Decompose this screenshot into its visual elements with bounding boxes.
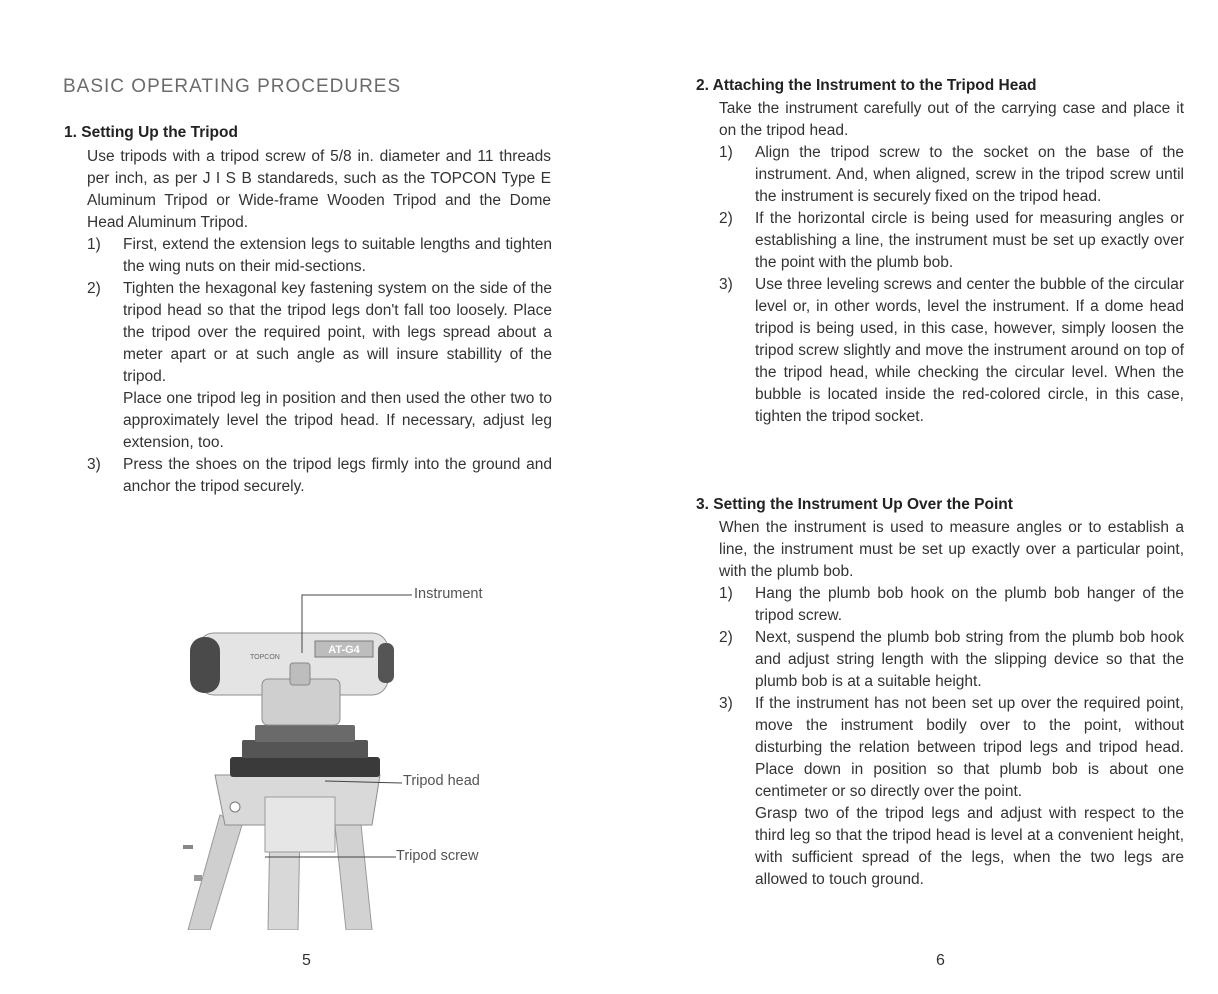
- brand-label: TOPCON: [250, 654, 280, 661]
- step-text: Hang the plumb bob hook on the plumb bob hanger of the tripod screw.: [755, 585, 1184, 624]
- step-number: 1): [87, 236, 101, 253]
- step-item: [87, 234, 552, 278]
- instrument-illustration: [150, 575, 550, 930]
- step-number: 1): [719, 585, 733, 602]
- page-number: 6: [936, 952, 945, 969]
- step-number: 3): [719, 276, 733, 293]
- objective-lens: [190, 637, 220, 693]
- step-item: [719, 627, 1184, 693]
- step-text: Grasp two of the tripod legs and adjust with respect to the third leg so that the tripod head is level at a convenient height, with sufficient spread of the legs, when the two legs are allowed to touch ground.: [755, 805, 1184, 888]
- leg-wing-nut: [194, 875, 202, 881]
- section-3-intro: When the instrument is used to measure angles or to establish a line, the instrument must be set up exactly over a particular point, with the plumb bob.: [719, 519, 1184, 580]
- step-item: [719, 583, 1184, 627]
- step-number: 3): [719, 695, 733, 712]
- label-instrument: Instrument: [414, 586, 483, 602]
- section-1-intro: Use tripods with a tripod screw of 5/8 in. diameter and 11 threads per inch, as per J I S B standareds, such as the TOPCON Type E Aluminum Tripod or Wide-frame Wooden Tripod and the Dome Head Aluminum Tripod.: [87, 148, 551, 231]
- step-item: [87, 278, 552, 454]
- step-item: [719, 142, 1184, 208]
- step-text: Align the tripod screw to the socket on the base of the instrument. And, when aligned, screw in the tripod screw until the instrument is securely fixed on the tripod head.: [755, 144, 1184, 205]
- step-number: 1): [719, 144, 733, 161]
- section-2-heading: 2. Attaching the Instrument to the Tripod Head: [696, 77, 1037, 94]
- step-text: Use three leveling screws and center the bubble of the circular level or, in other words, level the instrument. If a dome head tripod is being used, in this case, however, simply loosen the tripod screw slightly and move the instrument around on top of the tripod head, while checking the circular level. When the bubble is located inside the red-colored circle, in this case, tighten the tripod socket.: [755, 276, 1184, 425]
- right-page: [609, 0, 1218, 994]
- instrument-lower-body: [255, 725, 355, 742]
- step-text: Place one tripod leg in position and then used the other two to approximately level the tripod head. If necessary, adjust leg extension, too.: [123, 390, 552, 451]
- step-item: [719, 274, 1184, 428]
- leg-clamp-left: [183, 845, 193, 849]
- hex-key-fastener: [230, 802, 240, 812]
- model-badge: AT-G4: [328, 644, 360, 656]
- page-number: 5: [302, 952, 311, 969]
- step-item: [719, 693, 1184, 891]
- label-tripod-head: Tripod head: [403, 773, 480, 789]
- step-number: 3): [87, 456, 101, 473]
- step-text: Tighten the hexagonal key fastening system on the side of the tripod head so that the tripod legs don't fall too loosely. Place the tripod over the required point, with legs spread about a meter apart or at such angle as will insure stabillity of the tripod.: [123, 280, 552, 385]
- circular-level: [290, 663, 310, 685]
- eyepiece: [378, 643, 394, 683]
- leveling-screws: [242, 740, 368, 758]
- step-number: 2): [87, 280, 101, 297]
- leveling-base: [230, 757, 380, 777]
- section-2-steps: [719, 142, 1184, 428]
- page-title: BASIC OPERATING PROCEDURES: [63, 76, 402, 97]
- step-number: 2): [719, 629, 733, 646]
- step-text: If the horizontal circle is being used for measuring angles or establishing a line, the instrument must be set up exactly over the point with the plumb bob.: [755, 210, 1184, 271]
- step-number: 2): [719, 210, 733, 227]
- section-3-heading: 3. Setting the Instrument Up Over the Point: [696, 496, 1013, 513]
- tripod-head-front: [265, 797, 335, 852]
- section-3-steps: [719, 583, 1184, 891]
- step-item: [87, 454, 552, 498]
- step-item: [719, 208, 1184, 274]
- tripod-leg-left: [188, 815, 242, 930]
- step-text: If the instrument has not been set up over the required point, move the instrument bodily over to the point, without disturbing the relation between tripod legs and tripod head. Place down in position so that plumb bob is about one centimeter or so directly over the point.: [755, 695, 1184, 800]
- section-2-intro: Take the instrument carefully out of the carrying case and place it on the tripod head.: [719, 100, 1184, 139]
- label-tripod-screw: Tripod screw: [396, 848, 479, 864]
- tripod-leg-right: [335, 815, 372, 930]
- instrument-base-housing: [262, 679, 340, 725]
- section-1-steps: [87, 234, 552, 498]
- step-text: Next, suspend the plumb bob string from the plumb bob hook and adjust string length with the slipping device so that the plumb bob is at a suitable height.: [755, 629, 1184, 690]
- step-text: Press the shoes on the tripod legs firmly into the ground and anchor the tripod securely.: [123, 456, 552, 495]
- section-1-heading: 1. Setting Up the Tripod: [64, 124, 238, 141]
- instrument-tripod-figure: [150, 575, 550, 930]
- step-text: First, extend the extension legs to suitable lengths and tighten the wing nuts on their mid-sections.: [123, 236, 552, 275]
